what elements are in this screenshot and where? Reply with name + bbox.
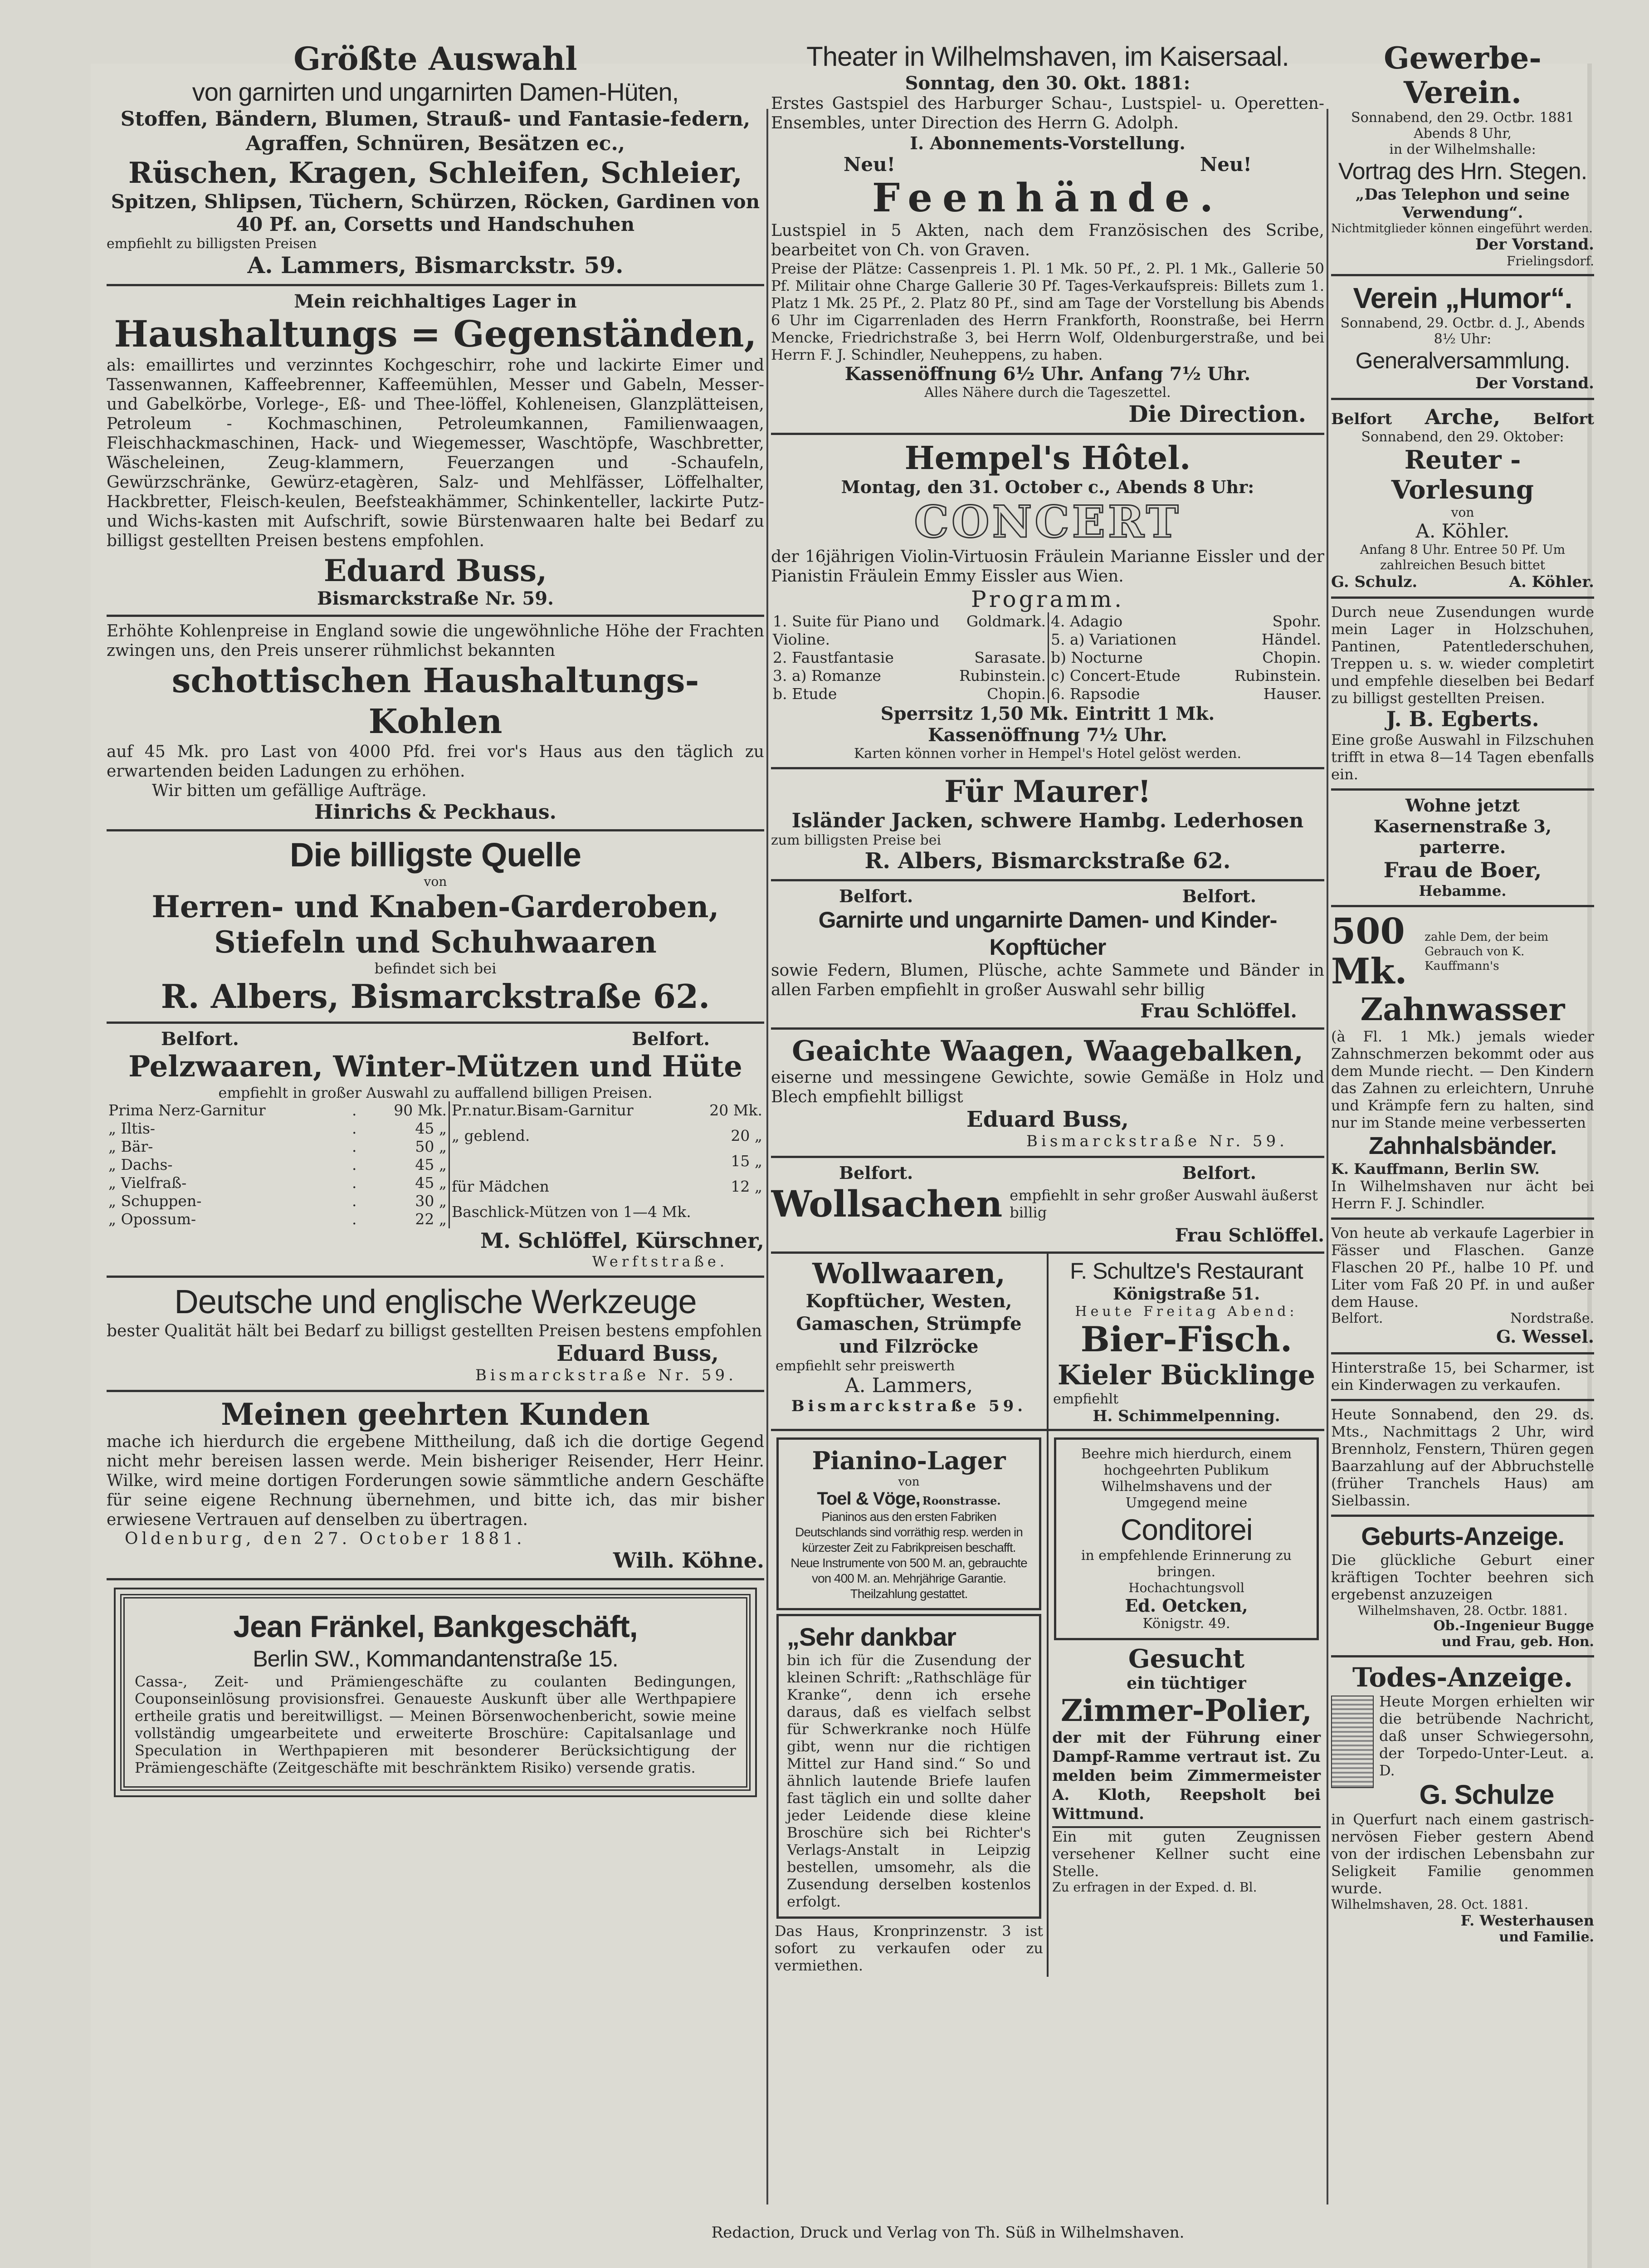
ad-headline: Conditorei [1120, 1513, 1253, 1546]
ad-date: Sonnabend, den 29. Octbr. 1881 [1351, 110, 1574, 126]
ad-text: Kopftücher, Westen, Gamaschen, Strümpfe und Filzröcke [796, 1290, 1022, 1357]
program-composer: Chopin. [1262, 649, 1321, 666]
table-cell: 30 „ [415, 1192, 447, 1210]
ad-row [771, 1431, 1324, 1977]
ad-scharmer [1331, 1354, 1594, 1401]
table-cell: . [352, 1174, 357, 1192]
ad-headline: Vortrag des Hrn. Stegen. [1338, 158, 1587, 185]
ad-signature: Frau Schlöffel. [1140, 1000, 1297, 1022]
ad-headline: „Sehr dankbar [787, 1623, 956, 1651]
ad-text: empfiehlt in sehr großer Auswahl äußerst billig [1010, 1187, 1318, 1221]
table-cell: 50 „ [415, 1138, 447, 1155]
ad-signature: Eduard Buss, [556, 1341, 719, 1366]
ad-signature: A. Lammers, [844, 1374, 973, 1397]
ad-note: Heute Freitag Abend: [1075, 1304, 1298, 1320]
ad-text: Beehre mich hierdurch, einem hochgeehrten Publikum Wilhelmshavens und der Umgegend meine [1081, 1446, 1292, 1511]
ad-headline: schottischen Haushaltungs-Kohlen [171, 661, 699, 741]
ad-schloeffel-kopftuecher [771, 881, 1324, 1030]
program-composer: Rubinstein. [959, 667, 1046, 684]
ad-brennholz [1331, 1401, 1594, 1517]
ad-buss-scales [771, 1030, 1324, 1158]
ad-title: Mein reichhaltiges Lager in [294, 291, 577, 312]
ad-text: ein tüchtiger [1127, 1674, 1246, 1693]
ad-signature: Ed. Oetcken, [1125, 1595, 1248, 1616]
ad-text: in Querfurt nach einem gastrisch-nervösen Fieber gestern Abend von der irdischen Lebensbahn zur Seligkeit Familie genommen wurde. [1331, 1811, 1594, 1897]
ad-buss-tools [107, 1278, 764, 1392]
ad-text: Von heute ab verkaufe Lagerbier in Fässer und Flaschen. Ganze Flaschen 20 Pf., halbe 10 Pf. und Liter vom Faß 20 Pf. in und außer dem Hause. [1331, 1224, 1594, 1310]
program-composer: Chopin. [987, 685, 1046, 703]
ad-text: mache ich hierdurch die ergebene Mittheilung, daß ich die dortige Gegend nicht mehr bereisen lassen werde. Mein bisheriger Reisender, Herr Heinr. Wilke, wird meine dortigen Forderungen sowie sämmtliche andern Geschäfte für seine eigene Rechnung übernehmen, und bitte ich, das mir bisher erwiesene Vertrauen auf denselben zu übertragen. [107, 1432, 764, 1529]
ad-address: Königstraße 51. [1112, 1285, 1260, 1304]
ad-headline: Verein „Humor“. [1353, 282, 1572, 314]
ad-text: der 16jährigen Violin-Virtuosin Fräulein Marianne Eissler und der Pianistin Fräulein Emmy Eissler aus Wien. [771, 547, 1324, 586]
ad-note: befindet sich bei [374, 960, 497, 977]
ad-headline: Generalversammlung. [1355, 348, 1570, 373]
ad-title: Theater in Wilhelmshaven, im Kaisersaal. [806, 41, 1289, 72]
ad-signature: M. Schlöffel, Kürschner, [480, 1228, 764, 1253]
program-item: 5. a) Variationen [1051, 631, 1177, 648]
ad-text: Kassenöffnung 6½ Uhr. Anfang 7½ Uhr. [844, 363, 1251, 385]
ad-headline: Pianino-Lager [812, 1446, 1006, 1475]
ad-text: Lustspiel in 5 Akten, nach dem Französischen des Scribe, bearbeitet von Ch. von Graven. [771, 221, 1324, 259]
ad-text: Kassenöffnung 7½ Uhr. [928, 724, 1167, 746]
ad-text: zahle Dem, der beim Gebrauch von K. Kauffmann's [1425, 930, 1549, 973]
ad-schloeffel-furs [107, 1024, 764, 1278]
ad-hempel-concert [771, 435, 1324, 769]
ad-headline: Für Maurer! [944, 774, 1151, 809]
ad-headline: G. Schulze [1419, 1779, 1554, 1810]
program-item: b) Nocturne [1051, 649, 1143, 666]
table-cell: . [352, 1101, 357, 1119]
ad-text: Erstes Gastspiel des Harburger Schau-, Lustspiel- u. Operetten-Ensembles, unter Direction des Herrn G. Adolph. [771, 94, 1324, 132]
ad-place: Belfort. [1182, 1163, 1256, 1183]
ad-text: Hochachtungsvoll [1128, 1580, 1244, 1595]
ad-signature: und Frau, geb. Hon. [1441, 1634, 1594, 1650]
ad-headline: Geaichte Waagen, Waagebalken, [792, 1034, 1303, 1067]
ad-text: auf 45 Mk. pro Last von 4000 Pfd. frei vor's Haus aus den täglich zu erwartenden beiden Ladungen zu erhöhen. [107, 743, 764, 781]
table-cell: „ Schuppen- [108, 1192, 202, 1210]
ad-koehne [107, 1392, 764, 1580]
ad-albers-clothing [107, 831, 764, 1024]
ad-text: Sperrsitz 1,50 Mk. Eintritt 1 Mk. [880, 703, 1215, 724]
ad-headline: 500 Mk. [1331, 911, 1407, 992]
ad-headline: Gesucht [1128, 1644, 1245, 1674]
ad-headline: Zimmer-Polier, [1060, 1693, 1312, 1728]
ad-signature: Frau Schlöffel. [1175, 1225, 1324, 1246]
ad-headline: Zahnhalsbänder. [1368, 1132, 1557, 1159]
ad-text: in der Wilhelmshalle: [1389, 142, 1536, 157]
ad-text: Erhöhte Kohlenpreise in England sowie die ungewöhnliche Höhe der Frachten zwingen uns, den Preis unserer rühmlichst bekannten [107, 622, 764, 660]
table-cell: 22 „ [415, 1210, 447, 1228]
ad-date: Sonnabend, 29. Octbr. d. J., Abends 8½ Uhr: [1340, 315, 1585, 347]
ad-pianino [776, 1437, 1041, 1610]
ad-place: Belfort. [161, 1028, 239, 1050]
ad-text: von [424, 874, 447, 889]
ad-verein-humor [1331, 276, 1594, 400]
ad-date: Sonntag, den 30. Okt. 1881: [905, 73, 1190, 94]
ad-text: von [1451, 505, 1474, 520]
table-cell: 45 „ [415, 1174, 447, 1192]
program-composer: Sarasate. [974, 649, 1046, 666]
table-cell: . [352, 1210, 357, 1228]
ad-headline: Herren- und Knaben-Garderoben, [151, 889, 719, 924]
ad-note: zum billigsten Preise bei [771, 832, 942, 848]
ad-firm: Toel & Vöge, [817, 1489, 920, 1509]
ad-text: eiserne und messingene Gewichte, sowie Gemäße in Holz und Blech empfiehlt billigst [771, 1068, 1324, 1106]
ad-signature: H. Schimmelpenning. [1093, 1407, 1280, 1425]
ad-text: Pianinos aus den ersten Fabriken Deutschlands sind vorräthig resp. werden in kürzester Zeit zu Fabrikpreisen beschafft. Neue Instrumente von 500 M. an, gebrauchte von 400 M. an. Mehrjährige Garantie. Theilzahlung gestattet. [790, 1510, 1027, 1601]
ad-title: F. Schultze's Restaurant [1070, 1258, 1303, 1284]
ad-text: Heute Sonnabend, den 29. ds. Mts., Nachmittags 2 Uhr, wird Brennholz, Fenstern, Thüren gegen Baarzahlung auf der Abbruchstelle (früher Tranchels Haus) am Sielbassin. [1331, 1406, 1594, 1509]
table-cell: „ Iltis- [108, 1119, 156, 1137]
ad-signature: Eduard Buss, [966, 1107, 1129, 1132]
column-right [1331, 36, 1594, 1950]
ad-todes-anzeige [1331, 1657, 1594, 1950]
ad-place: Belfort. [632, 1028, 710, 1050]
ad-note: empfiehlt sehr preiswerth [776, 1358, 955, 1374]
ad-headline: Todes-Anzeige. [1352, 1662, 1573, 1693]
fur-price-table [449, 1101, 764, 1228]
ad-sehr-dankbar [776, 1614, 1041, 1919]
ad-signature: K. Kauffmann, Berlin SW. [1331, 1160, 1540, 1178]
ad-text: Wir bitten um gefällige Aufträge. [152, 782, 427, 800]
ad-note: empfiehlt in großer Auswahl zu auffallend billigen Preisen. [218, 1084, 653, 1101]
ad-address: Roonstrasse. [922, 1494, 1001, 1507]
ad-address: Nordstraße. [1510, 1310, 1594, 1326]
ad-signature: Der Vorstand. [1475, 235, 1594, 254]
ad-signature: Frielingsdorf. [1506, 254, 1594, 269]
ad-headline: Deutsche und englische Werkzeuge [174, 1283, 697, 1320]
ad-place: Belfort. [839, 886, 913, 906]
ad-text: Wohne jetzt Kasernenstraße 3, parterre. [1373, 795, 1552, 857]
ad-title: Die billigste Quelle [289, 836, 581, 874]
ad-text: A. Köhler. [1415, 520, 1510, 542]
ad-subtitle: von garnirten und ungarnirten Damen-Hüten, [192, 78, 679, 106]
ad-place: Belfort. [1182, 886, 1256, 906]
ad-kellner [1052, 1826, 1321, 1895]
fur-price-table [107, 1101, 449, 1228]
table-cell: . [352, 1192, 357, 1210]
table-cell: 15 „ [731, 1152, 762, 1170]
table-cell: 20 „ [731, 1127, 762, 1144]
program-list [771, 612, 1048, 703]
ad-headline: Reuter - Vorlesung [1391, 445, 1534, 505]
ad-place: Belfort [1331, 410, 1392, 428]
ad-title: Arche, [1425, 405, 1501, 429]
ad-text: in empfehlende Erinnerung zu bringen. [1081, 1548, 1292, 1580]
ad-headline: CONCERT [914, 496, 1181, 547]
ad-label: Neu! [1200, 153, 1252, 176]
table-cell [449, 1152, 691, 1178]
ad-text: Preise der Plätze: Cassenpreis 1. Pl. 1 Mk. 50 Pf., 2. Pl. 1 Mk., Gallerie 50 Pf. Militair ohne Charge Gallerie 30 Pf. Tages-Verkaufspreis: Billets zum 1. Platz 1 Mk. 25 Pf., 2. Platz 80 Pf., sind am Tage der Vorstellung bis Abends 6 Uhr im Cigarrenladen des Herrn Frankforth, Roonstraße, bei Herrn Mencke, Friedrichstraße 3, bei Herrn Wolf, Oldenburgerstraße, und bei Herrn F. J. Schindler, Neuheppens, zu haben. [771, 260, 1324, 363]
table-cell: 90 Mk. [394, 1101, 447, 1119]
ad-headline: Geburts-Anzeige. [1361, 1522, 1564, 1550]
ad-buss-household [107, 286, 764, 617]
ad-text: bin ich für die Zusendung der kleinen Schrift: „Rathschläge für Kranke“, denn ich ersehe daraus, daß es vielfach selbst für Schwerkranke noch Hülfe gibt, wenn nur die richtigen Mittel zur Hand sind.“ So und ähnlich lautende Briefe laufen fast täglich ein und sollte daher jeder Leidende diese kleine Broschüre sich bei Richter's Verlags-Anstalt in Leipzig bestellen, umsomehr, als die Zusendung derselben kostenlos erfolgt. [787, 1652, 1031, 1910]
program-item: 6. Rapsodie [1051, 685, 1140, 703]
ad-address: Berlin SW., Kommandantenstraße 15. [253, 1646, 618, 1672]
ad-text: (à Fl. 1 Mk.) jemals wieder Zahnschmerzen bekommt oder aus dem Munde riecht. — Den Kindern das Zahnen zu erleichtern, Unruhe und Krämpfe fern zu halten, sind nur im Stande meine verbesserten [1331, 1028, 1594, 1131]
ad-date: Montag, den 31. October c., Abends 8 Uhr: [841, 477, 1254, 497]
program-item: c) Concert-Etude [1051, 667, 1181, 684]
ad-geburts-anzeige [1331, 1517, 1594, 1657]
ad-headline: Bier-Fisch. [1080, 1319, 1293, 1359]
program-item: b. Etude [773, 685, 837, 703]
table-cell: 45 „ [415, 1119, 447, 1137]
ad-headline: Zahnwasser [1360, 992, 1565, 1028]
ad-address: Bismarckstraße Nr. 59. [1026, 1132, 1288, 1150]
ad-signature: Die Direction. [1128, 401, 1306, 427]
ad-fraenkel-bank [120, 1594, 751, 1791]
ad-signature: Hinrichs & Peckhaus. [314, 801, 556, 824]
table-cell: 45 „ [415, 1156, 447, 1173]
ad-signature: A. Lammers, Bismarckstr. 59. [247, 252, 624, 279]
ad-text: Ein mit guten Zeugnissen versehener Kellner sucht eine Stelle. [1052, 1828, 1321, 1880]
ad-note: Zu erfragen in der Exped. d. Bl. [1052, 1880, 1257, 1895]
ad-headline: Kieler Bücklinge [1057, 1359, 1316, 1391]
grave-cross-icon [1331, 1696, 1374, 1788]
ad-lammers-hats [107, 36, 764, 286]
table-cell: . [352, 1119, 357, 1137]
ad-address: Königstr. 49. [1142, 1616, 1230, 1632]
ad-title: Hempel's Hôtel. [904, 439, 1191, 477]
ad-headline: Wollsachen [771, 1183, 1003, 1225]
ad-text: Anfang 8 Uhr. Entree 50 Pf. Um zahlreichen Besuch bittet [1360, 542, 1566, 572]
ad-coal [107, 617, 764, 831]
ad-address: Bismarckstraße 59. [791, 1397, 1027, 1415]
ad-lammers-wool [771, 1254, 1049, 1429]
table-cell: „ Bär- [108, 1138, 153, 1155]
ad-title: Größte Auswahl [293, 40, 577, 78]
column-left [107, 36, 764, 1804]
column-rule [766, 109, 768, 2204]
ad-headline: Haushaltungs = Gegenständen, [114, 313, 757, 355]
ad-text: Cassa-, Zeit- und Prämiengeschäfte zu coulanten Bedingungen, Couponseinlösung provisionsfrei. Genaueste Auskunft über alle Werthpapiere ertheile gratis und bereitwilligst. — Meinen Börsenwochenbericht, sowie meine vollständig umgearbeitete und erweiterte Broschüre: Capitalsanlage und Speculation in Werthpapieren mit besonderer Berücksichtigung der Prämiengeschäfte (Zeitgeschäfte mit beschränktem Risiko) versende gratis. [135, 1673, 736, 1776]
ad-address: Bismarckstraße Nr. 59. [475, 1366, 737, 1384]
ad-signature: Eduard Buss, [323, 553, 547, 588]
program-composer: Rubinstein. [1234, 667, 1321, 684]
ad-subcolumn [1049, 1431, 1324, 1977]
ad-text: empfiehlt [1053, 1391, 1119, 1407]
table-cell: Baschlick-Mützen von 1—4 Mk. [452, 1203, 691, 1221]
ad-signature: Frau de Boer, [1383, 858, 1542, 882]
ad-date: Wilhelmshaven, 28. Oct. 1881. [1331, 1897, 1528, 1912]
ad-text: Stoffen, Bändern, Blumen, Strauß- und Fantasie-federn, Agraffen, Schnüren, Besätzen ec., [120, 108, 751, 155]
table-cell: . [352, 1156, 357, 1173]
ad-gewerbe-verein [1331, 36, 1594, 276]
ad-signature: R. Albers, Bismarckstraße 62. [161, 977, 710, 1016]
ad-signature: G. Schulz. [1331, 573, 1418, 591]
ad-headline: Gewerbe-Verein. [1384, 40, 1542, 110]
table-cell: 12 „ [731, 1178, 762, 1195]
table-cell: „ geblend. [452, 1127, 530, 1144]
ad-headline: Garnirte und ungarnirte Damen- und Kinder-Kopftücher [818, 907, 1277, 960]
program-item: 1. Suite für Piano und Violine. [773, 612, 940, 648]
table-cell: . [352, 1138, 357, 1155]
ad-kloth [1052, 1644, 1321, 1823]
ad-note: empfiehlt zu billigsten Preisen [107, 236, 317, 252]
table-cell: Prima Nerz-Garnitur [108, 1101, 266, 1119]
ad-egberts [1331, 599, 1594, 791]
ad-signature: R. Albers, Bismarckstraße 62. [864, 848, 1231, 874]
ad-text: In Wilhelmshaven nur ächt bei Herrn F. J. Schindler. [1331, 1178, 1594, 1212]
ad-note: Alles Nähere durch die Tageszettel. [924, 385, 1171, 401]
ad-date: Sonnabend, den 29. Oktober: [1361, 429, 1564, 445]
program-title: Programm. [971, 586, 1125, 612]
program-composer: Händel. [1261, 631, 1321, 648]
ad-text: Isländer Jacken, schwere Hambg. Lederhosen [791, 809, 1304, 832]
ad-signature: Ob.-Ingenieur Bugge [1433, 1618, 1594, 1634]
ad-text: I. Abonnements-Vorstellung. [910, 133, 1186, 153]
program-item: 4. Adagio [1051, 612, 1123, 630]
program-item: 2. Faustfantasie [773, 649, 894, 666]
ad-text: Hebamme. [1419, 882, 1507, 899]
ad-headline: Stiefeln und Schuhwaaren [214, 924, 657, 960]
ad-place: Belfort [1533, 410, 1594, 428]
ad-signature: Wilh. Köhne. [613, 1548, 764, 1573]
table-cell: 20 Mk. [709, 1101, 762, 1119]
ad-signature: G. Wessel. [1496, 1326, 1594, 1347]
table-cell: „ Vielfraß- [108, 1174, 187, 1192]
ad-theater [771, 36, 1324, 435]
column-middle [771, 36, 1324, 1977]
ad-text: bester Qualität hält bei Bedarf zu billigst gestellten Preisen bestens empfohlen [107, 1322, 762, 1340]
program-list [1048, 612, 1324, 703]
ad-headline: Meinen geehrten Kunden [221, 1397, 650, 1432]
ad-conditorei [1054, 1437, 1319, 1640]
ad-text: der mit der Führung einer Dampf-Ramme vertraut ist. Zu melden beim Zimmermeister A. Kloth, Reepsholt bei Wittmund. [1052, 1729, 1321, 1823]
program-composer: Goldmark. [966, 612, 1046, 630]
ad-wessel [1331, 1220, 1594, 1354]
ad-signature: A. Köhler. [1509, 573, 1594, 591]
program-composer: Spohr. [1272, 612, 1321, 630]
ad-text: Hinterstraße 15, bei Scharmer, ist ein Kinderwagen zu verkaufen. [1331, 1359, 1594, 1393]
ad-arche [1331, 400, 1594, 599]
ad-headline: Jean Fränkel, Bankgeschäft, [233, 1609, 638, 1644]
ad-text: „Das Telephon und seine Verwendung“. [1355, 186, 1570, 222]
ad-text: Eine große Auswahl in Filzschuhen trifft in etwa 8—14 Tagen ebenfalls ein. [1331, 731, 1594, 783]
ad-schultze-restaurant [1049, 1254, 1324, 1429]
column-rule [1327, 109, 1328, 2204]
ad-date: Wilhelmshaven, 28. Octbr. 1881. [1357, 1603, 1568, 1618]
ad-note: Karten können vorher in Hempel's Hotel gelöst werden. [854, 746, 1241, 762]
ad-haus: Das Haus, Kronprinzenstr. 3 ist sofort zu verkaufen oder zu vermiethen. [775, 1922, 1043, 1974]
table-cell: Pr.natur.Bisam-Garnitur [452, 1101, 634, 1119]
ad-text: Die glückliche Geburt einer kräftigen Tochter beehren sich ergebenst anzuzeigen [1331, 1551, 1594, 1603]
ad-text: Durch neue Zusendungen wurde mein Lager in Holzschuhen, Pantinen, Patentlederschuhen, Treppen u. s. w. wieder completirt und empfehle dieselben bei Bedarf zu billigst gestellten Preisen. [1331, 603, 1594, 707]
program-composer: Hauser. [1263, 685, 1322, 703]
ad-signature: Der Vorstand. [1475, 374, 1594, 392]
ad-subcolumn [771, 1431, 1049, 1977]
program-item: 3. a) Romanze [773, 667, 881, 684]
ad-place: Belfort. [839, 1163, 913, 1183]
ad-place: Belfort. [1331, 1310, 1383, 1326]
ad-text: von [898, 1475, 920, 1489]
ad-text: Heute Morgen erhielten wir die betrübende Nachricht, daß unser Schwiegersohn, der Torpedo-Unter-Leut. a. D. [1379, 1693, 1594, 1779]
ad-note: Nichtmitglieder können eingeführt werden. [1331, 222, 1593, 235]
ad-kauffmann-zahnwasser [1331, 907, 1594, 1220]
ad-wollsachen [771, 1158, 1324, 1254]
table-cell: für Mädchen [452, 1178, 549, 1195]
ad-headline: Rüschen, Kragen, Schleifen, Schleier, [128, 156, 742, 190]
ad-headline: Wollwaaren, [812, 1257, 1005, 1290]
ad-text: Abends 8 Uhr, [1414, 126, 1512, 142]
ad-signature: F. Westerhausen [1460, 1912, 1594, 1929]
ad-address: Bismarckstraße Nr. 59. [317, 588, 554, 609]
imprint-footer: Redaction, Druck und Verlag von Th. Süß in Wilhelmshaven. [711, 2224, 1185, 2242]
ad-text: Spitzen, Shlipsen, Tüchern, Schürzen, Röcken, Gardinen von 40 Pf. an, Corsetts und Handschuhen [111, 191, 760, 235]
ad-headline: Pelzwaaren, Winter-Mützen und Hüte [128, 1050, 742, 1084]
table-cell: „ Dachs- [108, 1156, 173, 1173]
table-cell: „ Opossum- [108, 1210, 196, 1228]
ad-label: Neu! [844, 153, 896, 176]
ad-text: als: emaillirtes und verzinntes Kochgeschirr, rohe und lackirte Eimer und Tassenwannen, Kaffeebrenner, Kaffeemühlen, Messer und Gabeln, Messer- und Gabelkörbe, Vorlege-, Eß- und Thee-löffel, Kohleneisen, Glanzplätteisen, Petroleum - Kochmaschinen, Petroleumkannen, Familienwaagen, Fleischhackmaschinen, Hack- und Wiegemesser, Waschtöpfe, Waschbretter, Wäscheleinen, Zeug-klammern, Feuerzangen und -Schaufeln, Gewürzschränke, Gewürz-etagèren, Salz- und Mehlfässer, Löffelhalter, Hackbretter, Fleisch-keulen, Beefsteakhämmer, Schinkenteller, lackirte Putz- und Wichs-kasten mit Aufschrift, sowie Bürstenwaaren halte bei Bedarf zu billigst gestellten Preisen bestens empfohlen. [107, 356, 764, 550]
ad-headline: Feenhände. [872, 175, 1223, 221]
ad-signature: und Familie. [1499, 1929, 1594, 1945]
ad-de-boer [1331, 791, 1594, 907]
ad-text: sowie Federn, Blumen, Plüsche, achte Sammete und Bänder in allen Farben empfiehlt in großer Auswahl sehr billig [771, 961, 1324, 999]
ad-row [771, 1254, 1324, 1431]
ad-albers-masons [771, 769, 1324, 881]
ad-date: Oldenburg, den 27. October 1881. [125, 1530, 526, 1548]
ad-signature: J. B. Egberts. [1386, 707, 1539, 731]
ad-address: Werftstraße. [592, 1253, 728, 1270]
